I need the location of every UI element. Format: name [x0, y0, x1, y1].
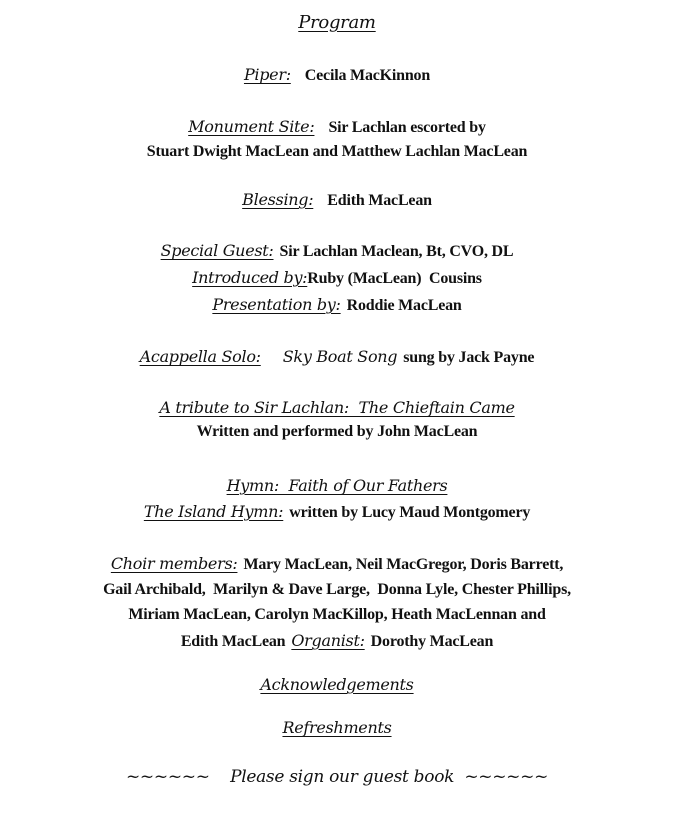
introduced-by-line: [0, 268, 674, 288]
blessing-label: Blessing:: [242, 190, 314, 209]
organist-label: Organist:: [291, 631, 365, 650]
monument-site-value: Sir Lachlan escorted by: [328, 119, 486, 136]
acappella-solo-song: Sky Boat Song: [282, 347, 398, 366]
island-hymn-value: written by Lucy Maud Montgomery: [289, 504, 531, 521]
piper-line: [0, 65, 674, 85]
organist-value: Dorothy MacLean: [370, 633, 494, 650]
presentation-by-line: [0, 295, 674, 315]
special-guest-value: Sir Lachlan Maclean, Bt, CVO, DL: [279, 243, 514, 260]
island-hymn-line: [0, 502, 674, 522]
island-hymn-label: The Island Hymn:: [143, 502, 284, 521]
introduced-by-value: Ruby (MacLean) Cousins: [307, 270, 482, 287]
special-guest-line: [0, 241, 674, 261]
hymn-label: Hymn: Faith of Our Fathers: [226, 476, 448, 495]
introduced-by-label: Introduced by:: [192, 268, 308, 287]
guest-book-line: [0, 767, 674, 787]
program-title-line: [0, 12, 674, 33]
special-guest-label: Special Guest:: [160, 241, 274, 260]
program-title: Program: [298, 12, 376, 33]
blessing-value: Edith MacLean: [327, 192, 432, 209]
presentation-by-label: Presentation by:: [212, 295, 341, 314]
choir-line-3: [0, 606, 674, 624]
tribute-label: A tribute to Sir Lachlan: The Chieftain Came: [159, 398, 515, 417]
choir-label: Choir members:: [110, 554, 238, 573]
blessing-line: [0, 190, 674, 210]
tribute-value-line: [0, 423, 674, 441]
monument-site-line: [0, 117, 674, 137]
acknowledgements-line: [0, 675, 674, 695]
guest-book-note: ~~~~~~ Please sign our guest book ~~~~~~: [125, 767, 549, 787]
choir-line-1: [0, 554, 674, 574]
tribute-line: [0, 398, 674, 418]
refreshments-heading: Refreshments: [282, 718, 392, 737]
choir-members-3: Miriam MacLean, Carolyn MacKillop, Heath MacLennan and: [128, 606, 546, 623]
tribute-value: Written and performed by John MacLean: [196, 423, 478, 440]
choir-members-4: Edith MacLean: [180, 633, 286, 650]
hymn-line: [0, 476, 674, 496]
choir-members-1: Mary MacLean, Neil MacGregor, Doris Barrett,: [243, 556, 564, 573]
presentation-by-value: Roddie MacLean: [346, 297, 462, 314]
refreshments-line: [0, 718, 674, 738]
acappella-solo-label: Acappella Solo:: [139, 347, 261, 366]
choir-line-4: [0, 631, 674, 651]
choir-members-2: Gail Archibald, Marilyn & Dave Large, Donna Lyle, Chester Phillips,: [103, 581, 571, 598]
choir-line-2: [0, 581, 674, 599]
piper-label: Piper:: [243, 65, 291, 84]
piper-value: Cecila MacKinnon: [304, 67, 431, 84]
acknowledgements-heading: Acknowledgements: [260, 675, 414, 694]
monument-site-escorts: Stuart Dwight MacLean and Matthew Lachlan MacLean: [146, 143, 528, 160]
acappella-solo-line: [0, 347, 674, 367]
monument-site-label: Monument Site:: [188, 117, 315, 136]
monument-site-line-2: [0, 143, 674, 161]
acappella-solo-value: sung by Jack Payne: [403, 349, 535, 366]
